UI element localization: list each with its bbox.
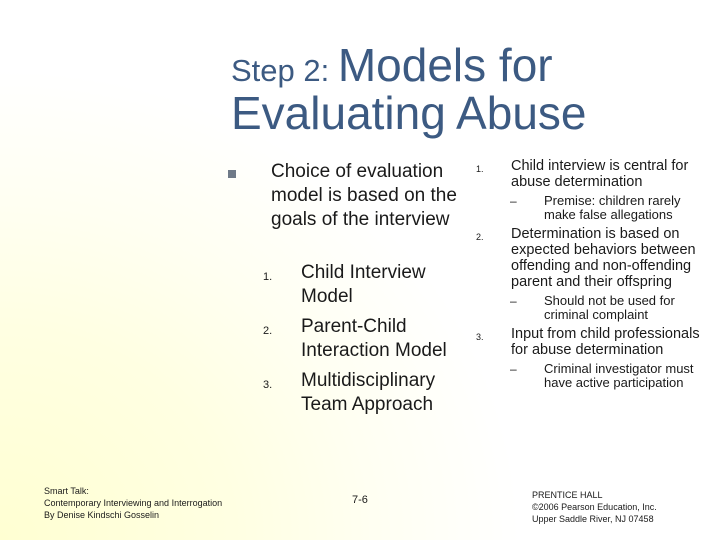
footer-line: Upper Saddle River, NJ 07458 xyxy=(532,514,654,524)
left-list-item xyxy=(263,315,463,363)
right-list-item xyxy=(476,326,706,358)
footer-line: Contemporary Interviewing and Interrogation xyxy=(44,498,223,508)
footer-line: ©2006 Pearson Education, Inc. xyxy=(532,502,657,512)
footer-line: By Denise Kindschi Gosselin xyxy=(44,510,160,520)
left-list-item xyxy=(263,261,463,309)
footer-line: Smart Talk: xyxy=(44,486,89,496)
list-number: 2. xyxy=(263,325,273,337)
title-line2: Evaluating Abuse xyxy=(231,87,587,139)
square-bullet-icon xyxy=(228,170,236,178)
right-sub-item xyxy=(476,362,706,390)
sub-text: Should not be used for criminal complaint xyxy=(544,293,675,322)
list-text: Child interview is central for abuse determination xyxy=(511,158,689,190)
sub-text: Premise: children rarely make false allegations xyxy=(544,193,681,222)
right-sub-item xyxy=(476,294,706,322)
dash-bullet-icon: – xyxy=(510,194,517,208)
list-number: 1. xyxy=(263,271,273,283)
slide-title xyxy=(231,39,711,139)
right-list-item xyxy=(476,226,706,290)
title-main: Models for xyxy=(337,39,553,91)
title-prefix: Step 2: xyxy=(231,53,338,88)
sub-text: Criminal investigator must have active participation xyxy=(544,361,694,390)
dash-bullet-icon: – xyxy=(510,362,517,376)
right-numbered-list xyxy=(476,158,706,394)
footer-publisher xyxy=(532,489,702,525)
left-list-item xyxy=(263,369,463,417)
list-text: Child Interview Model xyxy=(301,262,426,307)
left-numbered-list xyxy=(263,261,463,423)
right-list-item xyxy=(476,158,706,190)
list-number: 3. xyxy=(476,332,484,342)
dash-bullet-icon: – xyxy=(510,294,517,308)
right-sub-item xyxy=(476,194,706,222)
list-text: Input from child professionals for abuse determination xyxy=(511,326,700,358)
list-number: 3. xyxy=(263,379,273,391)
list-number: 1. xyxy=(476,164,484,174)
list-text: Multidisciplinary Team Approach xyxy=(301,370,436,415)
list-text: Determination is based on expected behaviors between offending and non-offending parent and their offspring xyxy=(511,226,696,290)
list-number: 2. xyxy=(476,232,484,242)
list-text: Parent-Child Interaction Model xyxy=(301,316,447,361)
footer-book-credit xyxy=(44,485,274,521)
left-main-bullet: Choice of evaluation model is based on the goals of the interview xyxy=(271,161,457,230)
page-number: 7-6 xyxy=(352,494,368,506)
footer-line: PRENTICE HALL xyxy=(532,490,603,500)
